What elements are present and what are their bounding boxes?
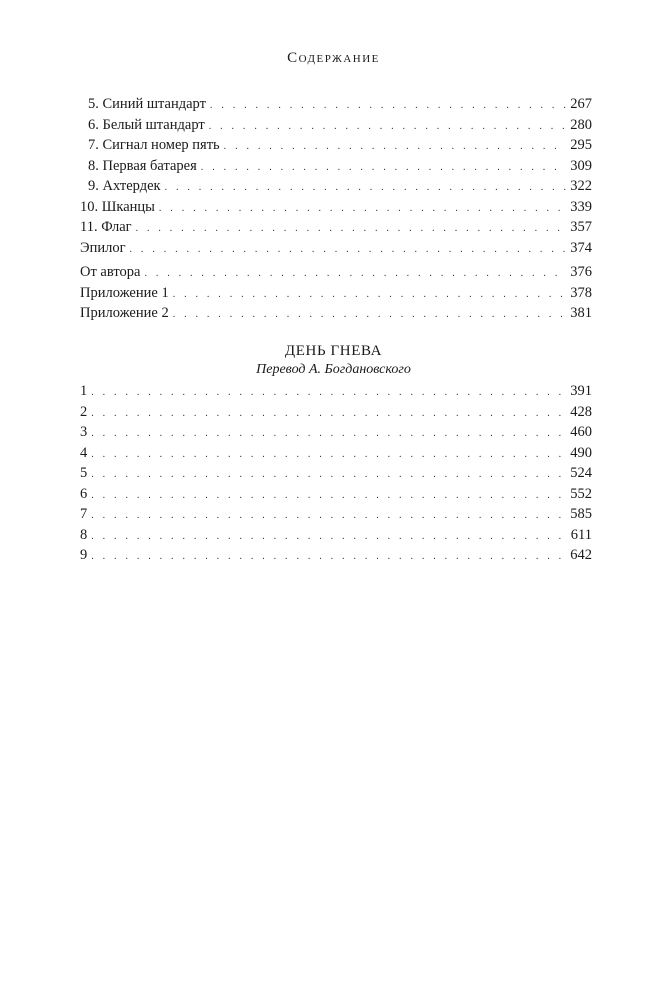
toc-entry-label [80,94,206,115]
dot-leader [209,117,567,138]
toc-entry-label [80,217,132,238]
toc-entry-number: 8 [80,526,88,543]
toc-entry-number: 7 [80,506,88,522]
toc-entry-label [80,156,197,177]
toc-entry-page: 460 [570,424,592,440]
toc-entry-number: 4 [80,444,88,461]
toc-entry[interactable] [80,422,592,443]
toc-chapters [80,381,592,566]
toc-entry[interactable] [80,197,592,218]
toc-entry-title: Приложение 2 [80,305,169,321]
toc-entry-label [80,115,205,136]
dot-leader [91,486,566,507]
toc-entry-page: 357 [570,219,592,235]
toc-entry-number: 6 [80,485,88,502]
toc-entry-label [80,197,155,218]
section-subtitle: Перевод А. Богдановского [256,362,411,377]
toc-entry-label [80,176,161,197]
toc-entry[interactable] [80,402,592,423]
toc-entry-title: Шканцы [101,198,155,215]
toc-entry[interactable] [80,176,592,197]
toc-entry-page: 309 [570,157,592,174]
toc-entry-page: 381 [570,305,592,321]
toc-entry-page: 280 [570,116,592,133]
dot-leader [130,240,567,261]
toc-entry-page: 585 [570,506,592,522]
dot-leader [136,219,567,240]
toc-entry[interactable] [80,135,592,156]
toc-entry-page: 322 [570,178,592,194]
dot-leader [165,178,567,199]
toc-entry-title: От автора [80,264,141,280]
toc-entry[interactable] [80,115,592,136]
section-title: ДЕНЬ ГНЕВА [284,343,383,359]
toc-entry-page: 391 [570,383,592,399]
toc-entry[interactable] [80,484,592,505]
dot-leader [224,137,567,158]
toc-entry-number: 9. [88,178,99,194]
toc-entry-number: 3 [80,424,88,440]
toc-entry-number: 5 [80,465,88,481]
toc-entry-number: 2 [80,403,88,420]
toc-entry-page: 552 [570,485,592,502]
toc-entry-page: 490 [570,444,592,461]
toc-entry-page: 378 [570,284,592,301]
toc-entry-page: 642 [570,547,592,563]
toc-entry-page: 376 [570,264,592,280]
dot-leader [201,158,566,179]
toc-entry[interactable] [80,525,592,546]
toc-entry-title: Первая батарея [102,157,197,174]
toc-entry-number: 9 [80,547,88,563]
toc-entry[interactable] [80,262,592,283]
toc-entry-title: Приложение 1 [80,284,169,301]
dot-leader [91,547,566,568]
dot-leader [91,424,566,445]
dot-leader [91,404,566,425]
dot-leader [159,199,566,220]
toc-top [80,94,592,258]
toc-entry[interactable] [80,504,592,525]
toc-entry[interactable] [80,283,592,304]
toc-entry-number: 10. [80,198,99,215]
toc-entry-number: 7. [88,137,99,153]
toc-entry-page: 267 [570,96,592,112]
toc-entry-page: 524 [570,465,592,481]
toc-entry-number: 1 [80,383,88,399]
toc-back-matter [80,262,592,324]
dot-leader [91,383,566,404]
toc-entry-title: Флаг [101,219,132,235]
dot-leader [173,285,567,306]
dot-leader [91,506,566,527]
toc-entry-number: 11. [80,219,98,235]
toc-entry[interactable] [80,303,592,324]
toc-entry[interactable] [80,381,592,402]
toc-entry-page: 295 [570,137,592,153]
toc-entry-title: Эпилог [80,239,126,256]
toc-entry-title: Сигнал номер пять [102,137,220,153]
toc-entry[interactable] [80,156,592,177]
toc-entry-page: 374 [570,239,592,256]
toc-entry[interactable] [80,443,592,464]
dot-leader [173,305,567,326]
dot-leader [144,264,566,285]
toc-entry[interactable] [80,94,592,115]
toc-entry-title: Ахтердек [102,178,161,194]
toc-entry-page: 428 [570,403,592,420]
toc-entry-number: 8. [88,157,99,174]
toc-entry-page: 339 [570,198,592,215]
toc-entry[interactable] [80,463,592,484]
dot-leader [210,96,566,117]
toc-entry-title: Белый штандарт [102,116,205,133]
dot-leader [91,445,566,466]
toc-entry-epilogue[interactable] [80,238,592,259]
toc-entry[interactable] [80,217,592,238]
toc-entry[interactable] [80,545,592,566]
toc-entry-page: 611 [570,526,592,543]
dot-leader [91,527,567,548]
dot-leader [91,465,566,486]
toc-entry-title: Синий штандарт [102,96,206,112]
toc-entry-number: 5. [88,96,99,112]
running-head: Содержание [287,50,380,66]
toc-entry-number: 6. [88,116,99,133]
toc-entry-label [80,135,220,156]
